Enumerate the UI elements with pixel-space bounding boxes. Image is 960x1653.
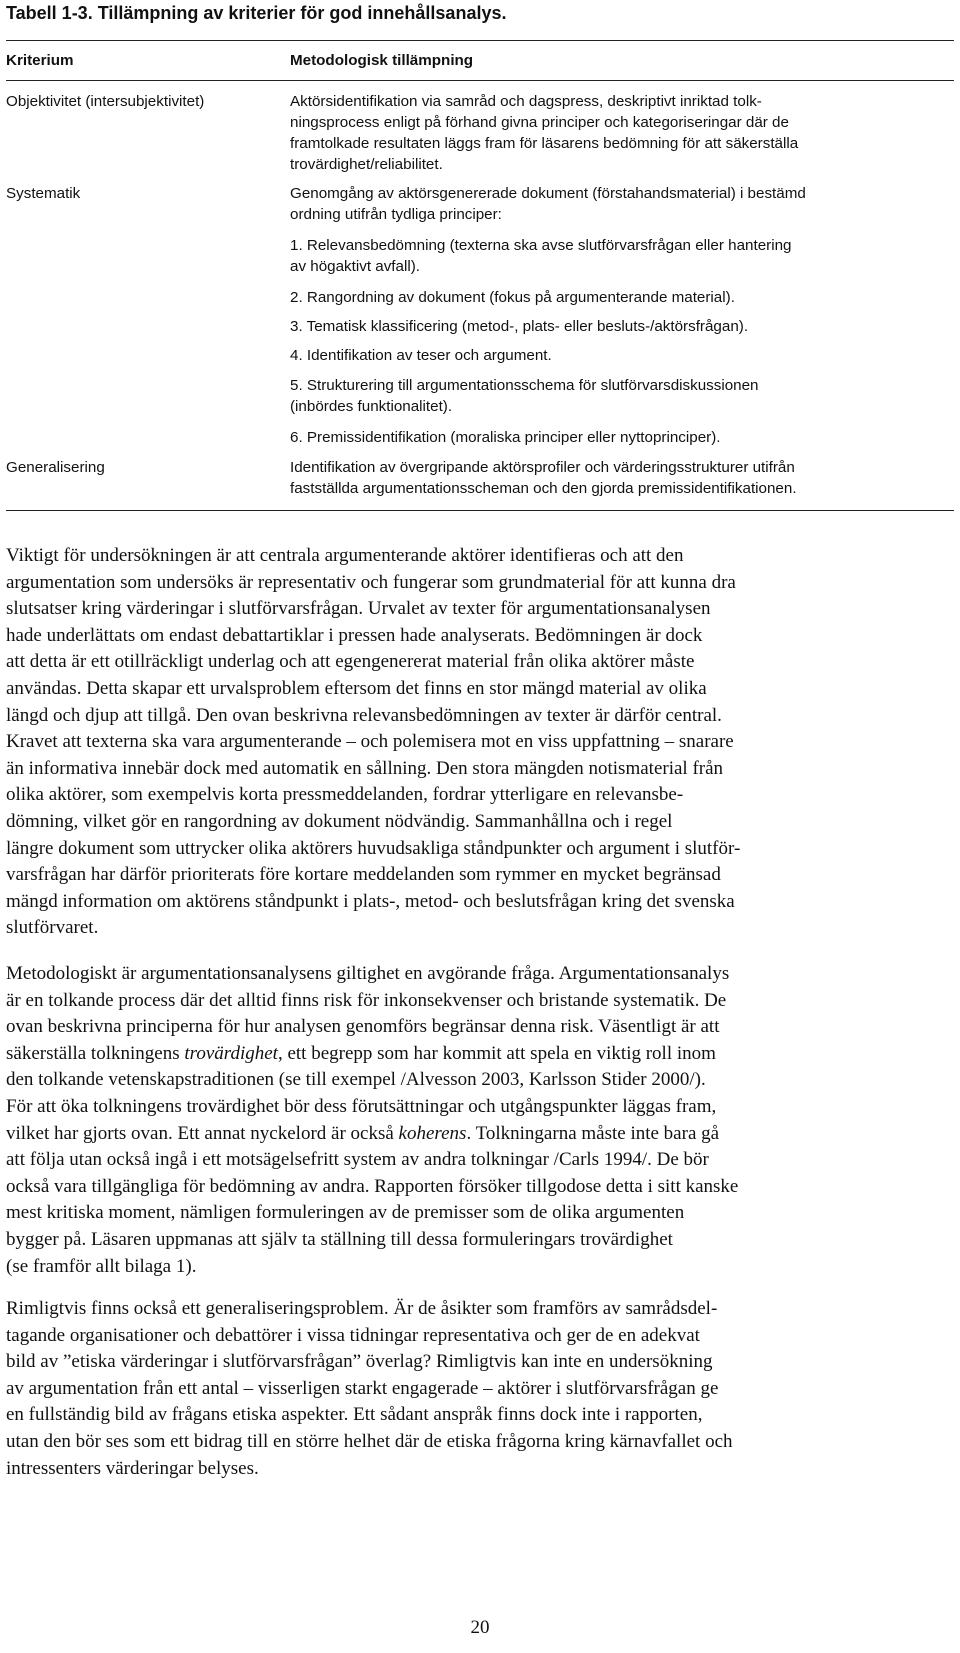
text-line: längre dokument som uttrycker olika aktörers huvudsakliga ståndpunkter och argument i slutför- xyxy=(6,837,741,859)
text-line: 2. Rangordning av dokument (fokus på argumenterande material). xyxy=(290,289,735,306)
text-line: än informativa innebär dock med automatik en sållning. Den stora mängden notismaterial från xyxy=(6,757,724,779)
step-5 xyxy=(290,375,954,417)
text-line: ovan beskrivna principerna för hur analysen genomförs begränsar denna risk. Väsentligt är att xyxy=(6,1016,720,1038)
text-line: en fullständig bild av frågans etiska aspekter. Ett sådant anspråk finns dock inte i rapporten, xyxy=(6,1404,703,1426)
text-line: Genomgång av aktörsgenererade dokument (förstahandsmaterial) i bestämd xyxy=(290,185,806,202)
text-segment: säkerställa tolkningens xyxy=(6,1042,185,1064)
header-criterion: Kriterium xyxy=(6,52,74,69)
header-rule xyxy=(6,80,954,81)
text-line: utan den bör ses som ett bidrag till en större helhet där de etiska frågorna kring kärnavfallet och xyxy=(6,1430,733,1452)
text-line: (inbördes funktionalitet). xyxy=(290,398,453,415)
text-line: dömning, vilket gör en rangordning av dokument nödvändig. Sammanhållna och i regel xyxy=(6,810,673,832)
step-2 xyxy=(290,287,954,308)
text-line: också vara tillgängliga för bedömning av andra. Rapporten försöker tillgodose detta i sitt kanske xyxy=(6,1175,739,1197)
text-line: slutsatser kring värderingar i slutförvarsfrågan. Urvalet av texter för argumentationsanalysen xyxy=(6,598,711,620)
text-line: bygger på. Läsaren uppmanas att själv ta ställning till dessa formuleringars trovärdighet xyxy=(6,1228,673,1250)
text-line: tagande organisationer och debattörer i vissa tidningar representativa och ger de en adekvat xyxy=(6,1324,700,1346)
paragraph-1 xyxy=(6,543,954,942)
step-6 xyxy=(290,427,954,448)
table-caption: Tabell 1-3. Tillämpning av kriterier för god innehållsanalys. xyxy=(6,3,507,23)
text-line xyxy=(6,1121,954,1148)
text-line: Identifikation av övergripande aktörsprofiler och värderingsstrukturer utifrån xyxy=(290,459,795,476)
emphasis-trovardighet: trovärdighet xyxy=(184,1042,278,1064)
text-line: 6. Premissidentifikation (moraliska principer eller nyttoprinciper). xyxy=(290,429,721,446)
text-line: är en tolkande process där det alltid finns risk för inkonsekvenser och bristande systematik. De xyxy=(6,989,727,1011)
criterion-objectivity: Objektivitet (intersubjektivitet) xyxy=(6,93,205,110)
paragraph-3 xyxy=(6,1296,954,1482)
application-systematics xyxy=(290,183,954,225)
text-line: framtolkade resultaten läggs fram för läsarens bedömning för att säkerställa xyxy=(290,135,799,152)
step-4 xyxy=(290,345,954,366)
table-top-rule xyxy=(6,40,954,41)
text-line xyxy=(6,1041,954,1068)
criterion-systematics: Systematik xyxy=(6,185,81,202)
text-line: bild av ”etiska värderingar i slutförvarsfrågan” överlag? Rimligtvis kan inte en undersökning xyxy=(6,1351,713,1373)
text-segment: vilket har gjorts ovan. Ett annat nyckelord är också xyxy=(6,1122,399,1144)
text-line: fastställda argumentationsscheman och den gjorda premissidentifikationen. xyxy=(290,480,797,497)
text-line: den tolkande vetenskapstraditionen (se till exempel /Alvesson 2003, Karlsson Stider 2000/). xyxy=(6,1069,706,1091)
text-line: av högaktivt avfall). xyxy=(290,258,420,275)
text-segment: . Tolkningarna måste inte bara gå xyxy=(466,1122,720,1144)
text-line: ordning utifrån tydliga principer: xyxy=(290,206,502,223)
page-number: 20 xyxy=(470,1617,490,1638)
text-line: Rimligtvis finns också ett generaliseringsproblem. Är de åsikter som framförs av samrådsdel- xyxy=(6,1298,718,1319)
emphasis-koherens: koherens xyxy=(398,1122,467,1144)
text-line: 1. Relevansbedömning (texterna ska avse slutförvarsfrågan eller hantering xyxy=(290,237,792,254)
text-line: att följa utan också ingå i ett motsägelsefritt system av andra tolkningar /Carls 1994/. De bör xyxy=(6,1149,709,1171)
text-line: trovärdighet/reliabilitet. xyxy=(290,156,443,173)
text-line: Kravet att texterna ska vara argumenterande – och polemisera mot en viss uppfattning – snarare xyxy=(6,731,734,753)
text-line: olika aktörer, som exempelvis korta pressmeddelanden, fordrar ytterligare en relevansbe- xyxy=(6,784,684,806)
text-line: 4. Identifikation av teser och argument. xyxy=(290,347,552,364)
text-line: För att öka tolkningens trovärdighet bör dess förutsättningar och utgångspunkter läggas fram, xyxy=(6,1095,717,1117)
step-1 xyxy=(290,235,954,277)
text-line: intressenters värderingar belyses. xyxy=(6,1457,259,1479)
text-line: ningsprocess enligt på förhand givna principer och kategoriseringar där de xyxy=(290,114,789,131)
application-objectivity xyxy=(290,91,954,175)
text-segment: , ett begrepp som har kommit att spela en viktig roll inom xyxy=(277,1042,716,1064)
header-application: Metodologisk tillämpning xyxy=(290,52,474,69)
text-line: mängd information om aktörens ståndpunkt i plats-, metod- och beslutsfrågan kring det svenska xyxy=(6,890,735,912)
text-line: Aktörsidentifikation via samråd och dagspress, deskriptivt inriktad tolk- xyxy=(290,93,762,110)
text-line: längd och djup att tillgå. Den ovan beskrivna relevansbedömningen av texter är därför central. xyxy=(6,704,722,726)
text-line: Viktigt för undersökningen är att centrala argumenterande aktörer identifieras och att den xyxy=(6,545,684,566)
text-line: Metodologiskt är argumentationsanalysens giltighet en avgörande fråga. Argumentationsanalys xyxy=(6,963,730,984)
table-bottom-rule xyxy=(6,510,954,511)
criterion-generalisation: Generalisering xyxy=(6,459,105,476)
paragraph-2 xyxy=(6,961,954,1280)
text-line: mest kritiska moment, nämligen formuleringen av de premisser som de olika argumenten xyxy=(6,1202,685,1224)
text-line: av argumentation från ett antal – visserligen starkt engagerade – aktörer i slutförvarsfrågan ge xyxy=(6,1377,719,1399)
text-line: hade underlättats om endast debattartiklar i pressen hade analyserats. Bedömningen är dock xyxy=(6,624,703,646)
text-line: argumentation som undersöks är representativ och fungerar som grundmaterial för att kunna dra xyxy=(6,571,736,593)
text-line: slutförvaret. xyxy=(6,917,99,939)
text-line: 3. Tematisk klassificering (metod-, plats- eller besluts-/aktörsfrågan). xyxy=(290,318,749,335)
text-line: (se framför allt bilaga 1). xyxy=(6,1255,197,1277)
text-line: 5. Strukturering till argumentationsschema för slutförvarsdiskussionen xyxy=(290,377,759,394)
application-generalisation xyxy=(290,457,954,499)
step-3 xyxy=(290,316,954,337)
text-line: varsfrågan har därför prioriterats före kortare meddelanden som rymmer en mycket begränsad xyxy=(6,864,721,886)
text-line: användas. Detta skapar ett urvalsproblem eftersom det finns en stor mängd material av olika xyxy=(6,677,707,699)
text-line: att detta är ett otillräckligt underlag och att egengenererat material från olika aktörer måste xyxy=(6,651,695,673)
